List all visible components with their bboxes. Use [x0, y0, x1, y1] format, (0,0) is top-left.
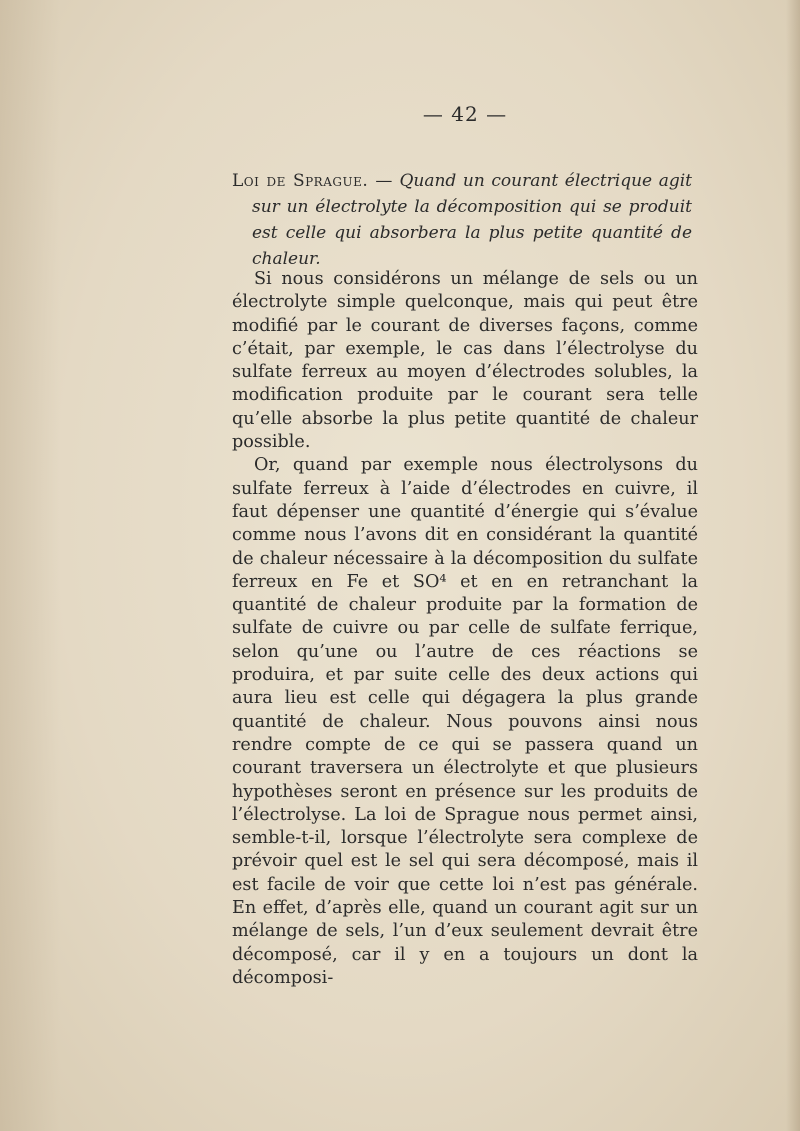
paragraph-2: Or, quand par exemple nous électrolysons du sulfate ferreux à l’aide d’électrodes en cuivre, il faut dépenser une quantité d’énergie qui s’évalue comme nous l’avons dit en considérant la quantité de chaleur nécessaire à la décomposition du sulfate ferreux en Fe et SO⁴ et en en retranchant la quantité de chaleur produite par la formation de sulfate de cuivre ou par celle de sulfate ferrique, selon qu’une ou l’autre de ces réactions se produira, et par suite celle des deux actions qui aura lieu est celle qui dégagera la plus grande quantité de chaleur. Nous pouvons ainsi nous rendre compte de ce qui se passera quand un courant traversera un électrolyte et que plusieurs hypothèses seront en présence sur les produits de l’électrolyse. La loi de Sprague nous permet ainsi, semble-t-il, lorsque l’électrolyte sera complexe de prévoir quel est le sel qui sera décomposé, mais il est facile de voir que cette loi n’est pas générale. En effet, d’après elle, quand un courant agit sur un mélange de sels, l’un d’eux seulement devrait être décomposé, car il y en a toujours un dont la décomposi- — [232, 455, 698, 988]
page-number: — 42 — — [422, 102, 508, 126]
page-shadow-left — [0, 0, 60, 1131]
law-text: Quand un courant électrique agit sur un électrolyte la décomposition qui se produit est celle qui absorbera la plus petite quantité de chaleur. — [252, 171, 693, 269]
law-heading: Loi de Sprague. — — [232, 171, 393, 191]
law-statement — [232, 168, 692, 272]
paragraph-1: Si nous considérons un mélange de sels ou un électrolyte simple quelconque, mais qui peut être modifié par le courant de diverses façons, comme c’était, par exemple, le cas dans l’électrolyse du sulfate ferreux au moyen d’électrodes solubles, la modification produite par le courant sera telle qu’elle absorbe la plus petite quantité de chaleur possible. — [232, 269, 698, 453]
body-text — [232, 268, 698, 990]
page-shadow-right — [786, 0, 800, 1131]
